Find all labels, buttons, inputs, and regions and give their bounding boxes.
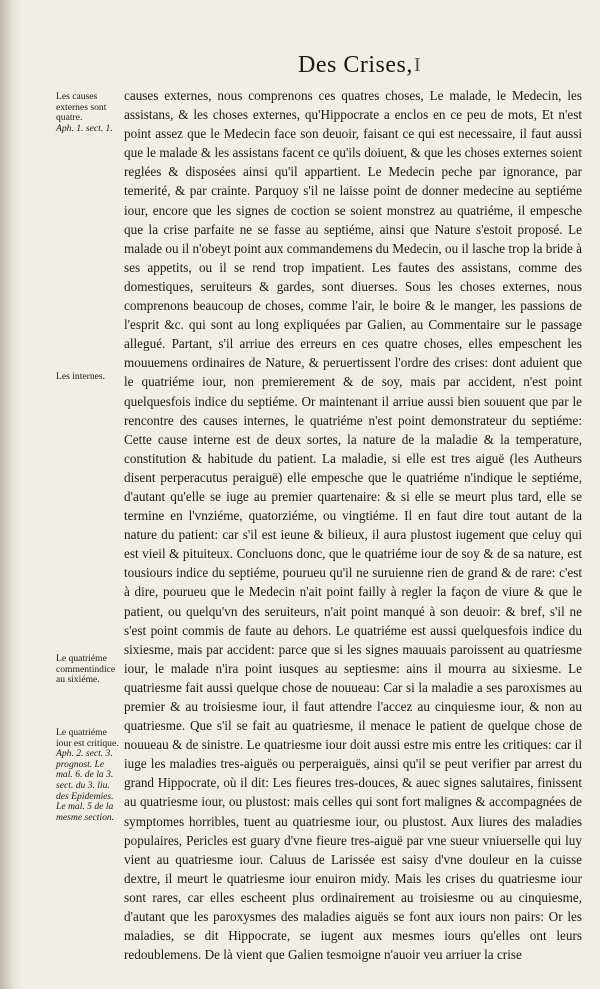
running-title: Des Crises, (298, 52, 413, 78)
margin-note-text: Les causes externes sont quatre. (56, 91, 107, 124)
body-paragraph: causes externes, nous comprenons ces quatres choses, Le malade, le Medecin, les assistans, & les choses externes, qu'Hippocrate a enclos en ce peu de mots, Et n'est point assez que le Medecin face son deuoir, faisant ce qui est necessaire, il faut aussi que le malade & les assistans facent ce qu'ils doiuent, & que les choses externes soient reglées & disposées ainsi qu'il appartient. Le Medecin peche par ignorance, par temerité, & par crainte. Parquoy s'il ne laisse point de donner medecine au septiéme iour, encore que les signes de coction se soient monstrez au quatriéme, il empesche que la crise parfaite ne se fasse au septiéme, ainsi que Nature s'estoit proposé. Le malade ou il n'obeyt point aux commandemens du Medecin, ou il lasche trop la bride à ses appetits, ou il se rend trop impatient. Les fautes des assistans, comme des domestiques, seruiteurs & gardes, sont diuerses. Sous les choses externes, nous comprenons beaucoup de choses, comme l'air, le boire & le manger, les passions de l'esprit &c. qui sont au long expliquées par Galien, au Commentaire sur le passage allegué. Partant, s'il arriue des erreurs en ces quatre choses, elles empeschent les mouuemens ordinaires de Nature, & peruertissent l'ordre des crises: dont aduient que le quatriéme iour, non premierement & de soy, mais par accident, n'est point quelquesfois indice du septiéme. Or maintenant il arriue aussi bien souuent que par le rencontre des causes internes, le quatriéme n'est point demonstrateur du septiéme: Cette cause interne est de deux sortes, la nature de la maladie & la temperature, constitution & habitude du patient. La maladie, si elle est tres aiguë (les Autheurs disent perperacutus peraiguë) elle empesche que le quatriéme n'indique le septiéme, d'autant qu'elle se iuge au premier quartenaire: & si elle se meurt plus tard, elle se termine en l'vnziéme, quatorziéme, ou vingtiéme. Il en faut dire tout autant de la nature du patient: car s'il est ieune & bilieux, il aura plustost iugement que celuy qui est vieil & pituiteux. Concluons donc, que le quatriéme iour de soy & de sa nature, est tousiours indice du septiéme, pourueu qu'il ne suruienne rien de grand & de rare: c'est à dire, pourueu que le Medecin n'ait point failly à regler la façon de viure & que le patient, ou quelqu'vn des seruiteurs, n'ait point manqué à son deuoir: & bref, s'il ne s'est point commis de faute au dehors. Le quatriéme est aussi quelquesfois indice du sixiesme, mais par accident: parce que si les signes mauuais paroissent au quatriesme iour, le malade n'ira point iusques au septiesme: ains il mourra au sixiesme. Le quatriesme fait aussi quelque chose de nouueau: Car si la maladie a ses paroxismes au premier & au troisiesme iour, il faut attendre l'accez au cinquiesme iour, & non au quatriesme. Que s'il se fait au quatriesme, il menace le patient de quelque chose de nouueau & de sinistre. Le quatriesme iour doit aussi estre mis entre les critiques: car il iuge les maladies tres-aiguës ou perperaiguës, ainsi qu'il se peut verifier par arrest du grand Hippocrate, où il dit: Les fieures tres-douces, & auec signes salutaires, finissent au quatriesme iour, ou plustost: mais celles qui sont fort malignes & accompagnées de symptomes horribles, tuent au quatriesme iour, ou plustost. Aux liures des maladies populaires, Pericles est guary d'vne fieure tres-aiguë par vne sueur vniuerselle qui luy vient au quatriesme iour. Caluus de Larissée est saisy d'vne douleur en la cuisse dextre, il meurt le quatriesme iour enuiron midy. Mais les crises du quatriesme iour sont rares, car elles escheent plus ordinairement au troisiesme ou au cinquiesme, d'autant que les paroxysmes des maladies aiguës se font aux iours non pairs: Or les maladies, se dit Hippocrate, se iugent aux mesmes iours qu'elles ont leurs redoublemens. De là vient que Galien tesmoigne n'auoir veu arriuer la crise (124, 88, 582, 963)
margin-note-quatrieme-critique (56, 728, 122, 823)
margin-note-text: Le quatriéme iour est critique. (56, 727, 119, 749)
margin-note-text: Les internes. (56, 371, 106, 382)
page-header (0, 52, 600, 82)
main-text-column (124, 86, 582, 964)
margin-note-causes-externes (56, 92, 122, 134)
margin-note-internes (56, 372, 122, 383)
margin-note-text: Le quatriéme commentindice au sixiéme. (56, 653, 116, 686)
margin-note-ref: Aph. 2. sect. 3. prognost. Le mal. 6. de la 3. sect. du 3. liu. des Epidemies. Le mal. 5 de la mesme section. (56, 748, 115, 823)
margin-note-ref: Aph. 1. sect. 1. (56, 122, 113, 134)
margin-note-quatrieme-indice (56, 654, 122, 686)
page-mark: I (414, 54, 421, 76)
gutter-shadow (0, 0, 22, 989)
